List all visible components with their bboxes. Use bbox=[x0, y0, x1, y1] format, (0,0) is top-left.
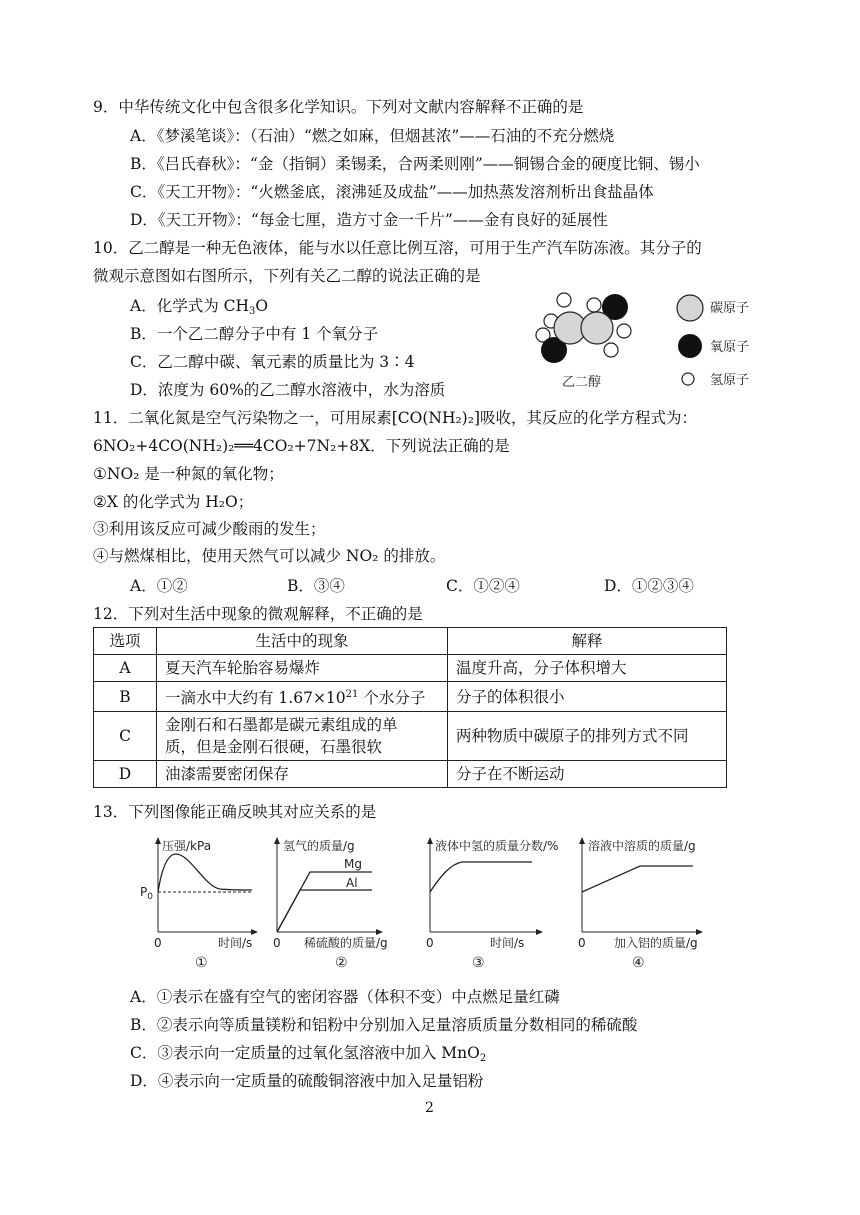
graph-2-ylabel: 氢气的质量/g bbox=[283, 839, 355, 853]
graph-1-origin: 0 bbox=[154, 936, 162, 950]
hydrogen-atom bbox=[557, 293, 571, 307]
graph-4-xlabel: 加入铝的质量/g bbox=[614, 936, 698, 950]
hydrogen-legend-label: 氢原子 bbox=[710, 373, 750, 388]
q13-option-c: C．③表示向一定质量的过氧化氢溶液中加入 MnO$_2$ bbox=[130, 1044, 487, 1064]
carbon-legend-icon bbox=[677, 295, 703, 321]
ethylene-glycol-molecule-figure bbox=[520, 288, 770, 398]
q11-statement-3: ③利用该反应可减少酸雨的发生； bbox=[93, 520, 326, 538]
row-phenomenon: 油漆需要密闭保存 bbox=[157, 761, 448, 788]
carbon-atom bbox=[581, 312, 613, 344]
q11-option-d: D．①②③④ bbox=[604, 577, 694, 595]
q9-stem: 9．中华传统文化中包含很多化学知识。下列对文献内容解释不正确的是 bbox=[93, 98, 584, 116]
q13-option-a: A．①表示在盛有空气的密闭容器（体积不变）中点燃足量红磷 bbox=[130, 988, 560, 1006]
row-explanation: 两种物质中碳原子的排列方式不同 bbox=[448, 712, 727, 761]
row-option: D bbox=[94, 761, 157, 788]
graph-2-al-label: Al bbox=[346, 876, 358, 890]
graph-2-number: ② bbox=[335, 955, 348, 971]
row-option: C bbox=[94, 712, 157, 761]
q10-option-a: A．化学式为 $CH_3O$ bbox=[130, 297, 269, 317]
q10-option-c: C．乙二醇中碳、氧元素的质量比为 3∶4 bbox=[130, 353, 415, 371]
q13-stem: 13．下列图像能正确反映其对应关系的是 bbox=[93, 803, 377, 821]
carbon-legend-label: 碳原子 bbox=[710, 301, 750, 316]
q11-statement-2: ②X 的化学式为 H₂O； bbox=[93, 493, 254, 511]
row-option: B bbox=[94, 682, 157, 712]
header-option: 选项 bbox=[94, 628, 157, 655]
row-explanation: 温度升高，分子体积增大 bbox=[448, 655, 727, 682]
graph-1-p0: $P_0$ bbox=[140, 885, 153, 902]
graph-3-origin: 0 bbox=[426, 936, 434, 950]
graph-4-ylabel: 溶液中溶质的质量/g bbox=[588, 839, 696, 853]
q11-statement-4: ④与燃煤相比，使用天然气可以减少 NO₂ 的排放。 bbox=[93, 547, 446, 565]
graph-4-origin: 0 bbox=[578, 936, 586, 950]
graph-1-xlabel: 时间/s bbox=[218, 936, 253, 950]
table-header-row bbox=[94, 628, 727, 655]
row-phenomenon: 一滴水中大约有 $1.67\times 10^{21}$ 个水分子 bbox=[157, 682, 448, 712]
graph-3 bbox=[426, 838, 558, 971]
table-row bbox=[94, 655, 727, 682]
header-phenomenon: 生活中的现象 bbox=[157, 628, 448, 655]
q9-option-b: B．《吕氏春秋》：“金（指铜）柔锡柔，合两柔则刚”——铜锡合金的硬度比铜、锡小 bbox=[130, 155, 700, 173]
table-row bbox=[94, 712, 727, 761]
q9-option-c: C．《天工开物》：“火燃釜底，滚沸延及成盐”——加热蒸发溶剂析出食盐晶体 bbox=[130, 183, 654, 201]
row-option: A bbox=[94, 655, 157, 682]
q10-option-b: B．一个乙二醇分子中有 1 个氧分子 bbox=[130, 325, 379, 343]
row-explanation: 分子在不断运动 bbox=[448, 761, 727, 788]
q12-stem: 12．下列对生活中现象的微观解释，不正确的是 bbox=[93, 605, 423, 623]
molecule-caption: 乙二醇 bbox=[562, 375, 602, 390]
q10-stem-line1: 10．乙二醇是一种无色液体，能与水以任意比例互溶，可用于生产汽车防冻液。其分子的 bbox=[93, 239, 702, 257]
q11-stem-line1: 11．二氧化氮是空气污染物之一，可用尿素[CO(NH₂)₂]吸收，其反应的化学方程式为： bbox=[93, 409, 697, 427]
graph-3-xlabel: 时间/s bbox=[490, 936, 525, 950]
graph-1-ylabel: 压强/kPa bbox=[162, 839, 212, 853]
hydrogen-atom bbox=[604, 343, 618, 357]
row-phenomenon: 夏天汽车轮胎容易爆炸 bbox=[157, 655, 448, 682]
q9-option-a: A．《梦溪笔谈》：（石油）“燃之如麻，但烟甚浓”——石油的不充分燃烧 bbox=[130, 127, 615, 145]
q13-option-d: D．④表示向一定质量的硫酸铜溶液中加入足量铝粉 bbox=[130, 1072, 484, 1090]
graph-2-origin: 0 bbox=[273, 936, 281, 950]
q9-option-d: D．《天工开物》：“每金七厘，造方寸金一千片”——金有良好的延展性 bbox=[130, 211, 608, 229]
q13-graphs bbox=[140, 832, 720, 977]
graph-3-ylabel: 液体中氢的质量分数/% bbox=[435, 839, 559, 853]
q10-option-d: D．浓度为 60%的乙二醇水溶液中，水为溶质 bbox=[130, 381, 446, 399]
q12-table bbox=[93, 627, 727, 788]
hydrogen-legend-icon bbox=[682, 373, 694, 385]
hydrogen-atom bbox=[617, 324, 631, 338]
page-number: 2 bbox=[425, 1100, 434, 1116]
graph-4-number: ④ bbox=[632, 955, 645, 971]
header-explanation: 解释 bbox=[448, 628, 727, 655]
oxygen-legend-icon bbox=[678, 334, 702, 358]
table-row bbox=[94, 682, 727, 712]
row-phenomenon: 金刚石和石墨都是碳元素组成的单 质，但是金刚石很硬，石墨很软 bbox=[157, 712, 448, 761]
q13-option-b: B．②表示向等质量镁粉和铝粉中分别加入足量溶质质量分数相同的稀硫酸 bbox=[130, 1016, 638, 1034]
graph-1 bbox=[140, 839, 255, 971]
graph-2-xlabel: 稀硫酸的质量/g bbox=[304, 936, 388, 950]
q11-statement-1: ①NO₂ 是一种氮的氧化物； bbox=[93, 465, 284, 483]
graph-1-number: ① bbox=[195, 955, 208, 971]
q11-option-c: C．①②④ bbox=[446, 577, 520, 595]
q10-stem-line2: 微观示意图如右图所示，下列有关乙二醇的说法正确的是 bbox=[93, 267, 481, 285]
table-row bbox=[94, 761, 727, 788]
graph-2-mg-label: Mg bbox=[344, 857, 362, 871]
row-explanation: 分子的体积很小 bbox=[448, 682, 727, 712]
oxygen-legend-label: 氧原子 bbox=[710, 340, 750, 355]
graph-2 bbox=[273, 838, 388, 971]
q11-option-a: A．①② bbox=[130, 577, 188, 595]
q11-equation: 6NO₂+4CO(NH₂)₂══4CO₂+7N₂+8X．下列说法正确的是 bbox=[93, 437, 510, 455]
hydrogen-atom bbox=[587, 298, 601, 312]
graph-4 bbox=[578, 838, 700, 971]
graph-3-number: ③ bbox=[472, 955, 485, 971]
q11-option-b: B．③④ bbox=[287, 577, 345, 595]
